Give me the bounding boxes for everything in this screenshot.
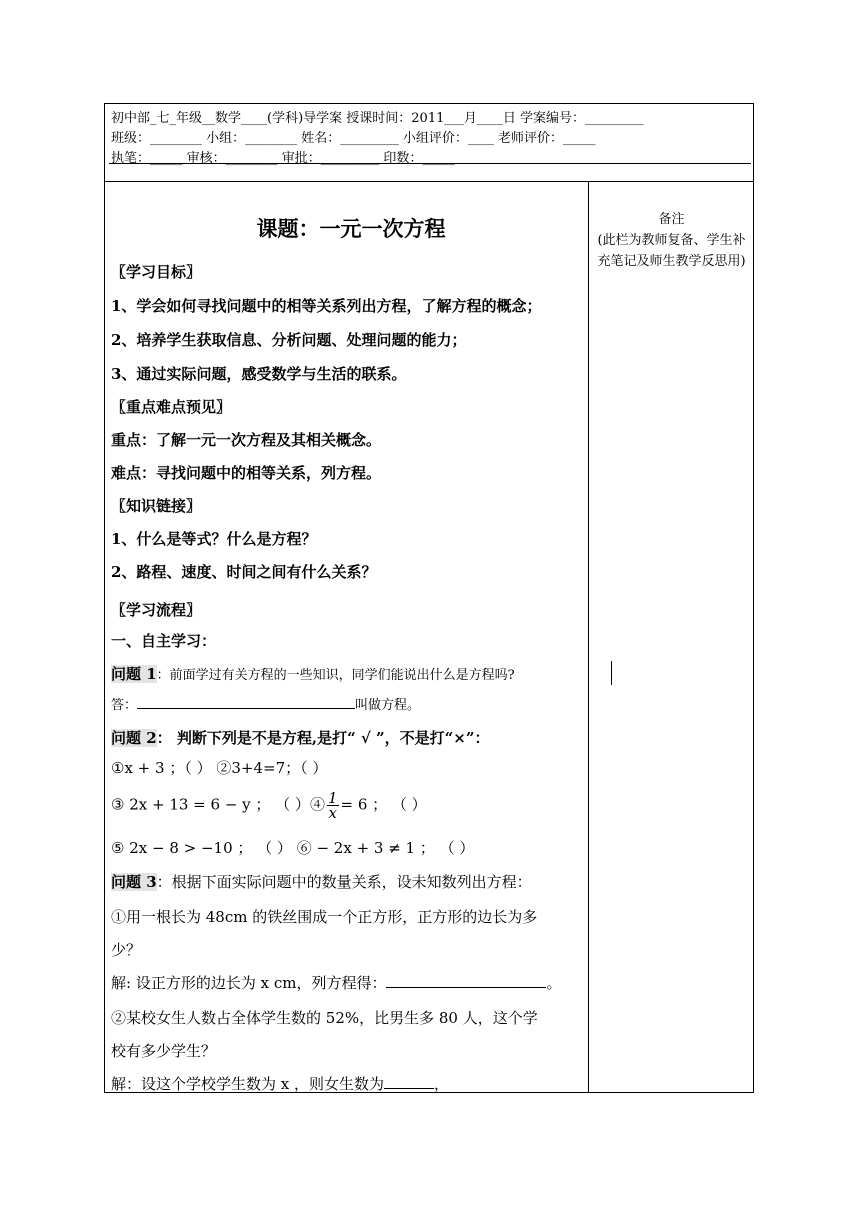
- problem-2-solution: [111, 1073, 449, 1094]
- problem-1-solution: [111, 972, 561, 993]
- item-4-tail: = 6 ； （ ）: [340, 795, 427, 814]
- answer-prefix: 答：: [111, 698, 138, 713]
- notes-title: 备注: [658, 212, 685, 227]
- lesson-title: 课题：一元一次方程: [256, 216, 446, 241]
- question-2-label: 问题 2: [111, 729, 157, 747]
- equation-blank[interactable]: [386, 974, 546, 988]
- question-3-text: ：根据下面实际问题中的数量关系，设未知数列出方程：: [156, 873, 532, 891]
- solution-2-end: ，: [434, 1075, 450, 1093]
- question-2-text: ： 判断下列是不是方程,是打“ √ ”，不是打“×”：: [156, 729, 490, 747]
- link-1: 1、什么是等式？什么是方程？: [111, 530, 317, 548]
- goal-3: 3、通过实际问题，感受数学与生活的联系。: [111, 365, 407, 383]
- solution-1-text: 解: 设正方形的边长为 x cm，列方程得：: [111, 974, 387, 992]
- question-1-label: 问题 1: [111, 665, 157, 683]
- question-1: [111, 663, 515, 684]
- worksheet-table: [104, 103, 754, 1093]
- item-3-4-text: ③ 2x + 13 = 6 − y ； （ ）④: [111, 795, 325, 814]
- question-3: [111, 871, 532, 892]
- header-block: [105, 104, 753, 182]
- problem-1-line-1: ①用一根长为 48cm 的铁丝围成一个正方形，正方形的边长为多: [111, 908, 538, 926]
- header-line-3: 执笔：_____ 审核：________ 审批：_________ 印数：_____: [111, 151, 455, 166]
- link-heading: 〖知识链接〗: [111, 497, 202, 515]
- goals-heading: 〖学习目标〗: [111, 263, 202, 281]
- question-1-answer: [111, 694, 420, 713]
- solution-1-end: 。: [546, 974, 562, 992]
- fraction-denominator: x: [328, 804, 337, 822]
- question-2-item-row-3: ⑤ 2x − 8 > −10 ； （ ） ⑥ − 2x + 3 ≠ 1 ； （ ）: [111, 839, 475, 857]
- question-1-text: ：前面学过有关方程的一些知识，同学们能说出什么是方程吗?: [156, 668, 515, 683]
- solution-2-text: 解：设这个学校学生数为 x ，则女生数为: [111, 1075, 384, 1093]
- flow-heading: 〖学习流程〗: [111, 601, 202, 619]
- header-rule: [109, 163, 751, 164]
- problem-2-line-1: ②某校女生人数占全体学生数的 52%，比男生多 80 人，这个学: [111, 1009, 538, 1027]
- notes-description: (此栏为教师复备、学生补充笔记及师生教学反思用): [597, 233, 746, 269]
- answer-blank[interactable]: [137, 695, 355, 709]
- fraction-numerator: 1: [327, 789, 338, 807]
- question-2-item-row-2: [111, 791, 427, 820]
- fraction-one-over-x: [327, 791, 339, 820]
- question-3-label: 问题 3: [111, 873, 157, 891]
- section-1-heading: 一、自主学习：: [111, 632, 217, 650]
- problem-1-line-2: 少？: [111, 941, 142, 959]
- goal-2: 2、培养学生获取信息、分析问题、处理问题的能力；: [111, 331, 467, 349]
- header-line-1: 初中部_七_年级__数学____(学科)导学案 授课时间：2011___月____日 学案编号：_________: [111, 111, 644, 126]
- notes-column: [590, 181, 753, 272]
- girls-count-blank[interactable]: [384, 1075, 434, 1089]
- difficult-point: 难点：寻找问题中的相等关系，列方程。: [111, 464, 382, 482]
- column-divider: [588, 181, 589, 1092]
- question-2-item-row-1: ①x + 3 ；（ ） ②3+4=7；（ ）: [111, 759, 328, 777]
- link-2: 2、路程、速度、时间之间有什么关系？: [111, 563, 377, 581]
- answer-suffix: 叫做方程。: [355, 698, 421, 713]
- question-2: [111, 727, 490, 748]
- problem-2-line-2: 校有多少学生？: [111, 1042, 217, 1060]
- text-cursor: [611, 661, 612, 685]
- key-point: 重点：了解一元一次方程及其相关概念。: [111, 431, 382, 449]
- goal-1: 1、学会如何寻找问题中的相等关系列出方程，了解方程的概念；: [111, 297, 542, 315]
- key-heading: 〖重点难点预见〗: [111, 398, 232, 416]
- header-line-2: 班级：________ 小组：________ 姓名：_________ 小组评价：____ 老师评价：_____: [111, 131, 596, 146]
